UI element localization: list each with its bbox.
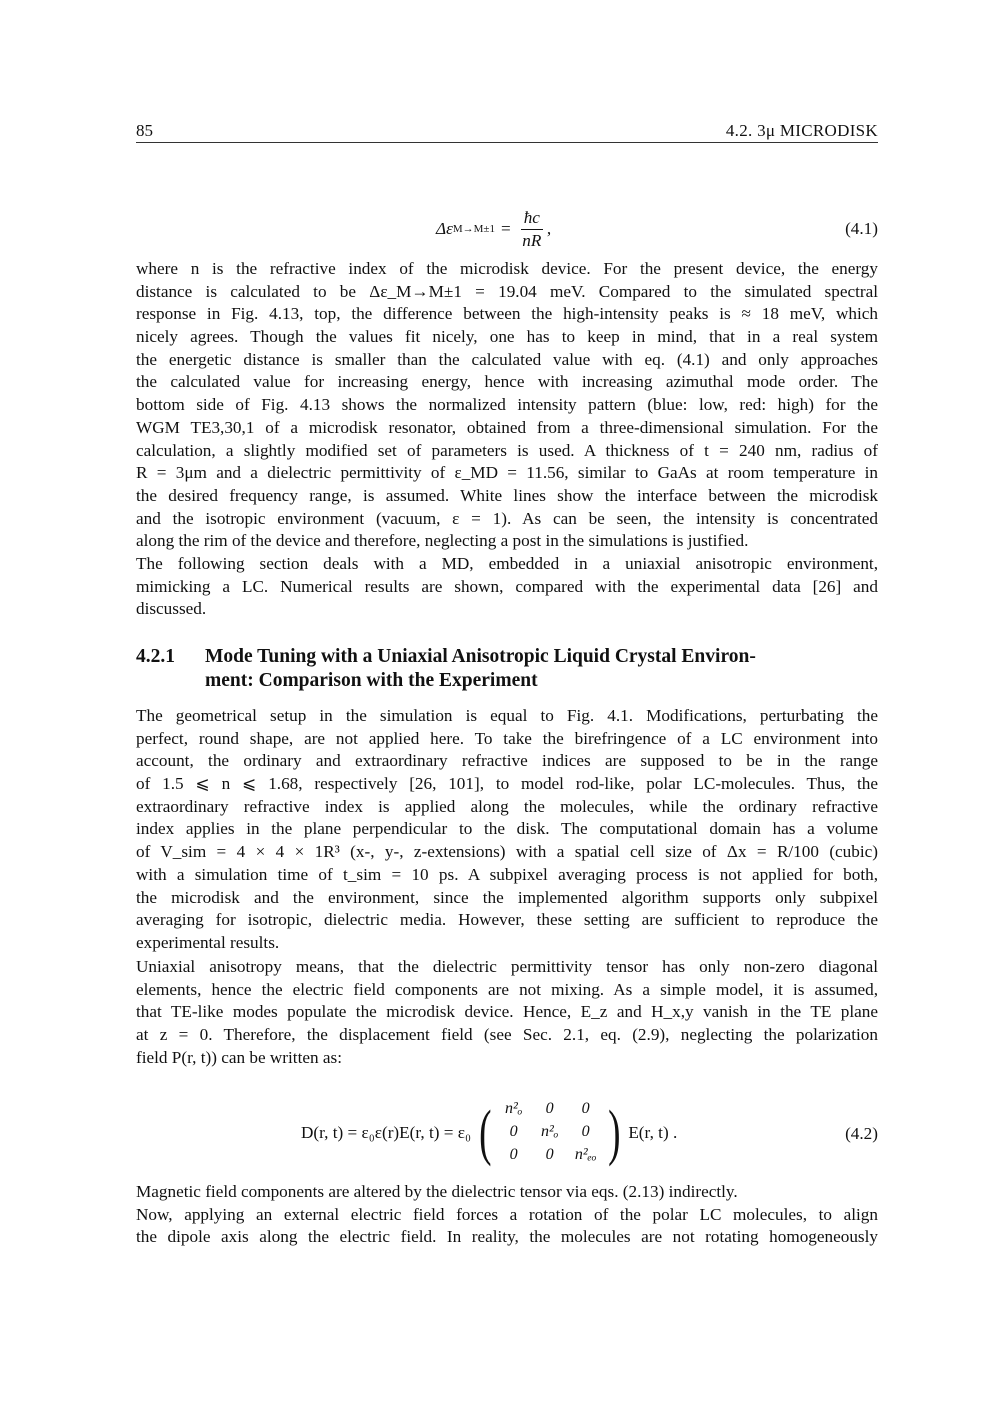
matrix-cell: 0 xyxy=(545,1146,554,1164)
paragraph-2 xyxy=(136,553,878,621)
text-line: and the isotropic environment (vacuum, ε = 1). As can be seen, the intensity is concentrated xyxy=(136,508,878,528)
subsection-title-line: Mode Tuning with a Uniaxial Anisotropic Liquid Crystal Environ- xyxy=(205,646,756,667)
matrix-cell: 0 xyxy=(581,1100,590,1118)
text-line: WGM TE3,30,1 of a microdisk resonator, obtained from a three-dimensional simulation. For the xyxy=(136,417,878,437)
text-line: field P(r, t)) can be written as: xyxy=(136,1047,342,1067)
running-header xyxy=(136,120,878,143)
matrix-cell: n²ₒ xyxy=(540,1123,559,1141)
text-line: Magnetic field components are altered by the dielectric tensor via eqs. (2.13) indirectly. xyxy=(136,1182,738,1201)
subsection-title xyxy=(205,645,878,693)
text-line: account, the ordinary and extraordinary refractive indices are supposed to be in the range xyxy=(136,751,878,771)
text-line: extraordinary refractive index is applied along the molecules, while the ordinary refractive xyxy=(136,796,878,816)
text-line: of V_sim = 4 × 4 × 1R³ (x-, y-, z-extensions) with a spatial cell size of Δx = R/100 (cubic) xyxy=(136,842,878,862)
paragraph-4 xyxy=(136,956,878,1069)
equation-4-2 xyxy=(136,1095,878,1171)
text-line: with a simulation time of t_sim = 10 ps. A subpixel averaging process is not applied for both, xyxy=(136,864,878,884)
text-line: nicely agrees. Though the values fit nicely, one has to keep in mind, that in a real system xyxy=(136,327,878,347)
equation-number: (4.2) xyxy=(845,1124,878,1143)
text-line: the calculated value for increasing energy, hence with increasing azimuthal mode order. The xyxy=(136,372,878,392)
text-line: index applies in the plane perpendicular to the disk. The computational domain has a volume xyxy=(136,819,878,839)
text-line: the desired frequency range, is assumed. White lines show the interface between the microdisk xyxy=(136,485,878,505)
text-line: where n is the refractive index of the microdisk device. For the present device, the energy xyxy=(136,259,878,278)
text-line: Uniaxial anisotropy means, that the dielectric permittivity tensor has only non-zero diagonal xyxy=(136,957,878,976)
matrix-cell: n²ₒ xyxy=(504,1100,523,1118)
matrix-cell: 0 xyxy=(581,1123,590,1141)
eq1-fraction xyxy=(521,207,543,252)
eq2-rhs: E(r, t) . xyxy=(628,1122,678,1142)
text-line: experimental results. xyxy=(136,932,280,952)
permittivity-matrix: ( n²ₒ 0 0 0 n²ₒ 0 0 0 n²ₑₒ ) xyxy=(479,1099,621,1167)
text-line: along the rim of the device and therefore, neglecting a post in the simulations is justified. xyxy=(136,531,749,551)
text-line: calculation, a slightly modified set of parameters is used. A thickness of t = 240 nm, radius of xyxy=(136,440,878,460)
text-line: response in Fig. 4.13, top, the difference between the high-intensity peaks is ≈ 18 meV, which xyxy=(136,304,878,324)
page-number: 85 xyxy=(136,121,153,140)
matrix-cell: n²ₑₒ xyxy=(574,1146,597,1164)
subsection-number: 4.2.1 xyxy=(136,646,175,667)
text-line: distance is calculated to be Δε_M→M±1 = 19.04 meV. Compared to the simulated spectral xyxy=(136,281,878,301)
text-line: bottom side of Fig. 4.13 shows the normalized intensity pattern (blue: low, red: high) for the xyxy=(136,395,878,415)
text-line: at z = 0. Therefore, the displacement field (see Sec. 2.1, eq. (2.9), neglecting the polarization xyxy=(136,1025,878,1045)
paragraph-3 xyxy=(136,705,878,955)
text-line: Now, applying an external electric field forces a rotation of the polar LC molecules, to align xyxy=(136,1204,878,1224)
text-line: mimicking a LC. Numerical results are shown, compared with the experimental data [26] and xyxy=(136,576,878,596)
paragraph-5 xyxy=(136,1181,878,1249)
equation-4-1: Δε M→M±1 = $\frac{ħc}{nR}$ , (4.1) xyxy=(436,207,878,250)
eq1-lhs: Δε xyxy=(436,218,453,238)
eq1-denominator: nR xyxy=(522,230,542,250)
equation-number: (4.1) xyxy=(845,219,878,238)
matrix-cell: 0 xyxy=(509,1146,518,1164)
text-line: The geometrical setup in the simulation is equal to Fig. 4.1. Modifications, perturbating the xyxy=(136,706,878,725)
text-line: the dipole axis along the electric field. In reality, the molecules are not rotating homogeneously xyxy=(136,1227,878,1247)
matrix-cell: 0 xyxy=(545,1100,554,1118)
text-line: R = 3μm and a dielectric permittivity of ε_MD = 11.56, similar to GaAs at room temperature in xyxy=(136,463,878,483)
text-line: The following section deals with a MD, embedded in a uniaxial anisotropic environment, xyxy=(136,554,878,573)
paragraph-1 xyxy=(136,258,878,553)
text-line: of 1.5 ⩽ n ⩽ 1.68, respectively [26, 101], to model rod-like, polar LC-molecules. Thus, the xyxy=(136,774,878,794)
matrix-cell: 0 xyxy=(509,1123,518,1141)
eq1-lhs-sub: M→M±1 xyxy=(452,222,495,235)
text-line: that TE-like modes populate the microdisk device. Hence, E_z and H_x,y vanish in the TE plane xyxy=(136,1002,878,1022)
text-line: perfect, round shape, are not applied here. To take the birefringence of a LC environment into xyxy=(136,728,878,748)
eq1-numerator: ħc xyxy=(521,207,543,230)
text-line: elements, hence the electric field components are not mixing. As a simple model, it is assumed, xyxy=(136,979,878,999)
section-title: 4.2. 3μ MICRODISK xyxy=(725,121,878,140)
text-line: averaging for isotropic, dielectric media. However, these setting are sufficient to reproduce the xyxy=(136,910,878,930)
text-line: the energetic distance is smaller than the calculated value with eq. (4.1) and only approaches xyxy=(136,349,878,369)
text-line: discussed. xyxy=(136,599,207,619)
subsection-title-line: ment: Comparison with the Experiment xyxy=(205,670,538,691)
eq2-lhs: D(r, t) = ε₀ε(r)E(r, t) = ε₀ xyxy=(301,1122,471,1142)
text-line: the microdisk and the environment, since the implemented algorithm supports only subpixel xyxy=(136,887,878,907)
